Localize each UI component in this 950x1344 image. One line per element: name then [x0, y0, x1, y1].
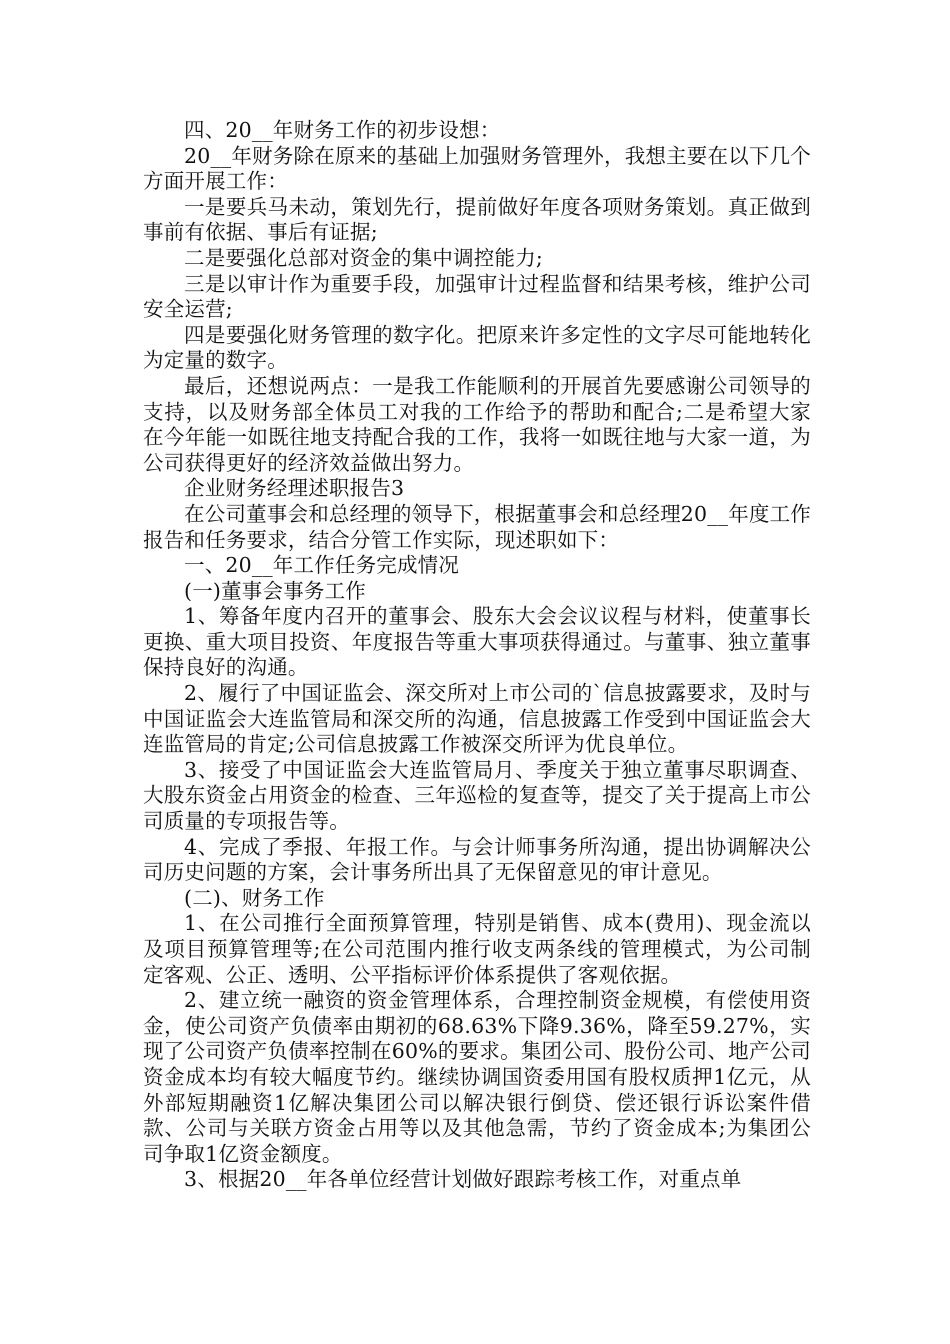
- list-item: 4、完成了季报、年报工作。与会计师事务所沟通，提出协调解决公司历史问题的方案，会计事务所出具了无保留意见的审计意见。: [143, 834, 811, 885]
- paragraph: 20__年财务除在原来的基础上加强财务管理外，我想主要在以下几个方面开展工作：: [143, 143, 811, 194]
- paragraph: 四是要强化财务管理的数字化。把原来许多定性的文字尽可能地转化为定量的数字。: [143, 322, 811, 373]
- subsection-heading: (一)董事会事务工作: [184, 578, 366, 603]
- paragraph: 在公司董事会和总经理的领导下，根据董事会和总经理20__年度工作报告和任务要求，结合分管工作实际，现述职如下：: [143, 501, 811, 552]
- paragraph: 二是要强化总部对资金的集中调控能力;: [184, 245, 544, 270]
- paragraph: 一是要兵马未动，策划先行，提前做好年度各项财务策划。真正做到事前有依据、事后有证据;: [143, 194, 811, 245]
- list-item: 1、筹备年度内召开的董事会、股东大会会议议程与材料，使董事长更换、重大项目投资、年度报告等重大事项获得通过。与董事、独立董事保持良好的沟通。: [143, 604, 811, 680]
- section-heading: 一、20__年工作任务完成情况: [184, 553, 460, 578]
- paragraph: 三是以审计作为重要手段，加强审计过程监督和结果考核，维护公司安全运营;: [143, 271, 811, 322]
- paragraph: 最后，还想说两点：一是我工作能顺利的开展首先要感谢公司领导的支持，以及财务部全体员工对我的工作给予的帮助和配合;二是希望大家在今年能一如既往地支持配合我的工作，我将一如既往地与大家一道，为公司获得更好的经济效益做出努力。: [143, 373, 811, 475]
- list-item: 1、在公司推行全面预算管理，特别是销售、成本(费用)、现金流以及项目预算管理等;在公司范围内推行收支两条线的管理模式，为公司制定客观、公正、透明、公平指标评价体系提供了客观依据。: [143, 911, 811, 987]
- list-item: 2、履行了中国证监会、深交所对上市公司的`信息披露要求，及时与中国证监会大连监管局和深交所的沟通，信息披露工作受到中国证监会大连监管局的肯定;公司信息披露工作被深交所评为优良单位。: [143, 681, 811, 757]
- document-body: [143, 118, 811, 1193]
- list-item: 2、建立统一融资的资金管理体系，合理控制资金规模，有偿使用资金，使公司资产负债率由期初的68.63%下降9.36%，降至59.27%，实现了公司资产负债率控制在60%的要求。集团公司、股份公司、地产公司资金成本均有较大幅度节约。继续协调国资委用国有股权质押1亿元，从外部短期融资1亿解决集团公司以解决银行倒贷、偿还银行诉讼案件借款、公司与关联方资金占用等以及其他急需，节约了资金成本;为集团公司争取1亿资金额度。: [143, 988, 811, 1166]
- section-heading-plan: 四、20__年财务工作的初步设想：: [184, 118, 501, 142]
- report-title: 企业财务经理述职报告3: [184, 476, 405, 501]
- list-item: 3、根据20__年各单位经营计划做好跟踪考核工作，对重点单: [184, 1167, 742, 1192]
- subsection-heading: (二)、财务工作: [184, 885, 325, 910]
- list-item: 3、接受了中国证监会大连监管局月、季度关于独立董事尽职调查、大股东资金占用资金的检查、三年巡检的复查等，提交了关于提高上市公司质量的专项报告等。: [143, 757, 811, 834]
